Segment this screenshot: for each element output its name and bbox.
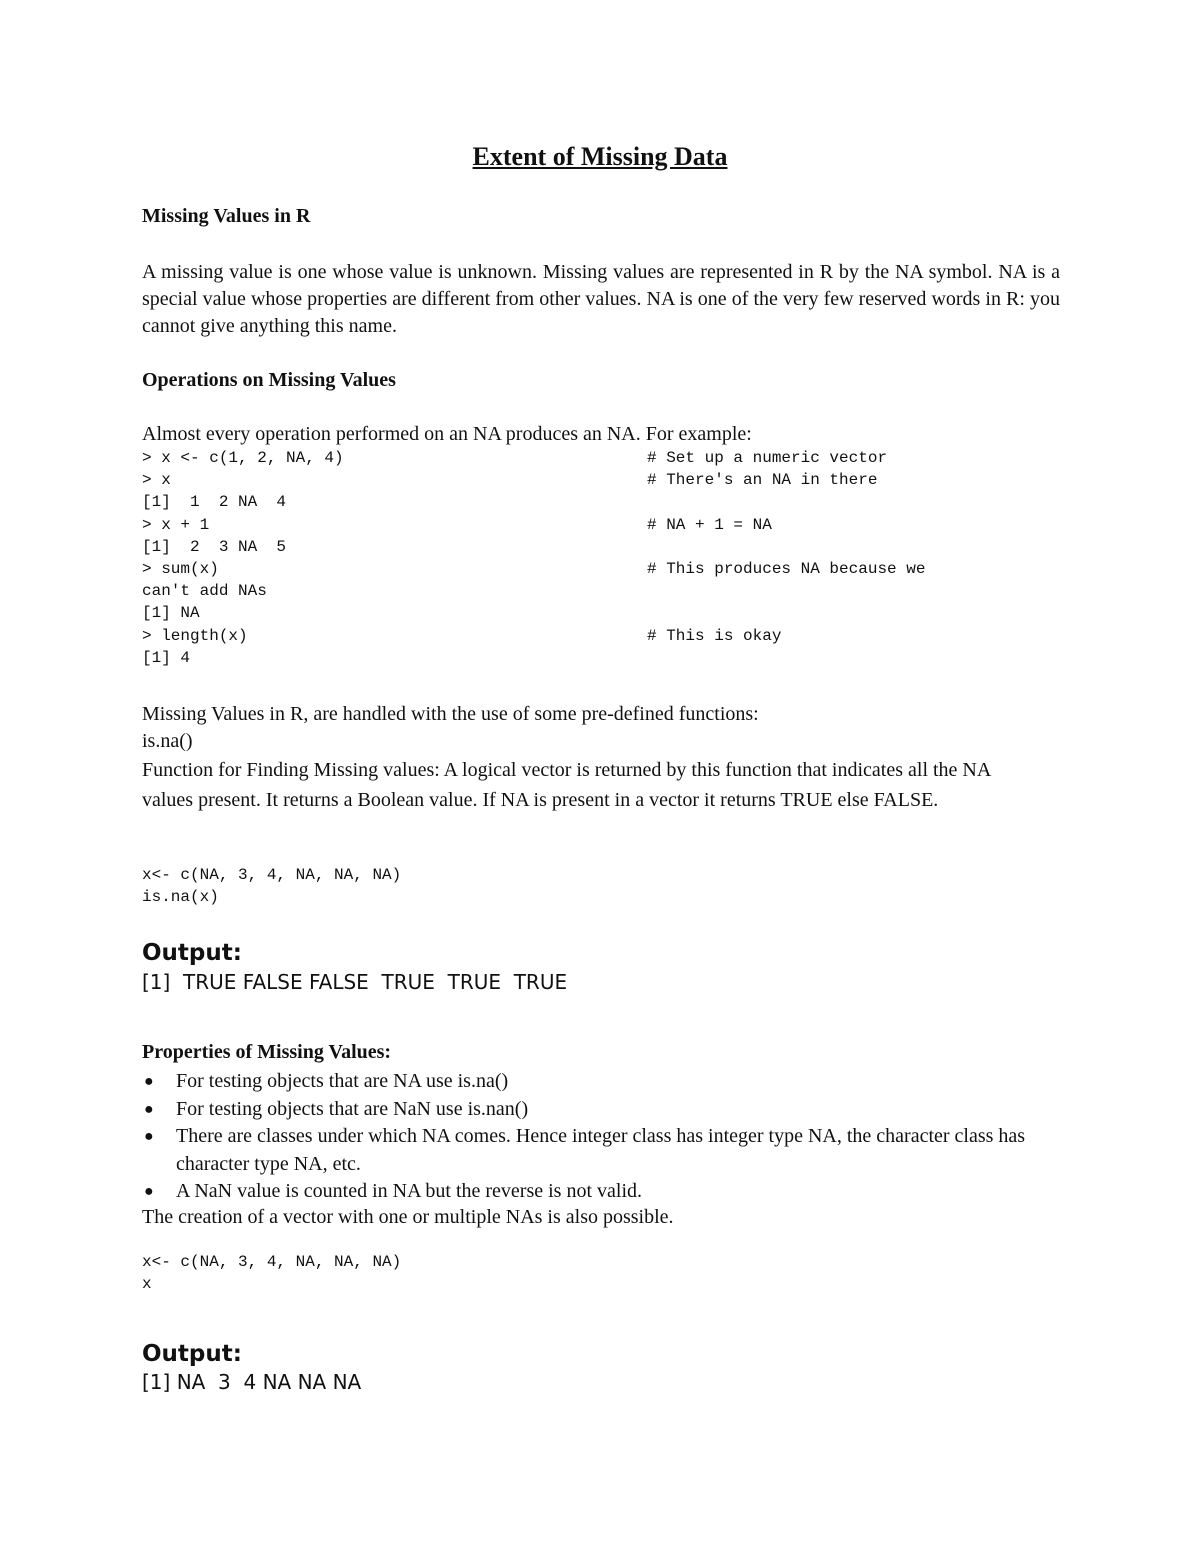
- code-line: [142, 602, 1062, 624]
- list-item-text: For testing objects that are NaN use is.nan(): [176, 1097, 529, 1120]
- code-example-operations: [142, 447, 1062, 669]
- code-text: [1] 2 3 NA 5: [142, 537, 287, 556]
- code-text: > length(x): [142, 626, 248, 645]
- output-value: [1] NA 3 4 NA NA NA: [142, 1370, 362, 1394]
- list-item: [142, 1068, 1062, 1096]
- operations-intro: Almost every operation performed on an NA produces an NA. For example:: [142, 423, 752, 445]
- code-comment: # NA + 1 = NA: [647, 515, 772, 534]
- code-text: [1] NA: [142, 604, 200, 623]
- section-heading-properties: Properties of Missing Values:: [142, 1041, 392, 1063]
- code-line: [142, 536, 1062, 558]
- section-heading-operations: Operations on Missing Values: [142, 369, 396, 391]
- bullet-icon: ●: [144, 1183, 154, 1200]
- code-text: [1] 4: [142, 648, 191, 667]
- bullet-icon: ●: [144, 1100, 154, 1118]
- code-text: > x: [142, 471, 171, 490]
- code-text: > sum(x): [142, 559, 219, 578]
- code-text: can't add NAs: [142, 582, 267, 601]
- code-example-is-na: [142, 864, 1062, 908]
- bullet-icon: ●: [144, 1073, 154, 1090]
- code-line: x: [142, 1275, 152, 1294]
- list-item-text: For testing objects that are NA use is.na(): [176, 1070, 509, 1092]
- intro-paragraph: A missing value is one whose value is unknown. Missing values are represented in R by the NA symbol. NA is a special value whose properties are different from other values. NA is one of the very few reserved words in R: you cannot give anything this name.: [142, 261, 1060, 337]
- code-example-vector: [142, 1251, 1062, 1295]
- list-item: [142, 1178, 1062, 1206]
- functions-intro: Missing Values in R, are handled with the use of some pre-defined functions:: [142, 703, 759, 725]
- code-line: [142, 447, 1062, 469]
- code-text: [1] 1 2 NA 4: [142, 493, 287, 512]
- code-text: > x <- c(1, 2, NA, 4): [142, 449, 344, 467]
- list-item-text: A NaN value is counted in NA but the reverse is not valid.: [176, 1180, 643, 1202]
- code-comment: # There's an NA in there: [647, 471, 878, 490]
- code-text: > x + 1: [142, 515, 210, 534]
- code-line: [142, 491, 1062, 513]
- code-line: [142, 558, 1062, 580]
- code-line: [142, 514, 1062, 536]
- code-line: [142, 647, 1062, 669]
- code-line: x<- c(NA, 3, 4, NA, NA, NA): [142, 866, 402, 884]
- code-line: [142, 469, 1062, 491]
- code-comment: # This produces NA because we: [647, 559, 926, 578]
- code-comment: # Set up a numeric vector: [647, 449, 888, 467]
- code-line: [142, 580, 1062, 602]
- closing-sentence: The creation of a vector with one or multiple NAs is also possible.: [142, 1206, 674, 1228]
- list-item: [142, 1096, 1062, 1124]
- output-value: [1] TRUE FALSE FALSE TRUE TRUE TRUE: [142, 970, 568, 994]
- code-line: [142, 625, 1062, 647]
- section-heading-missing-values: Missing Values in R: [142, 205, 311, 227]
- function-name-is-na: is.na(): [142, 730, 193, 752]
- code-line: is.na(x): [142, 888, 219, 907]
- is-na-description: Function for Finding Missing values: A logical vector is returned by this function that indicates all the NA values present. It returns a Boolean value. If NA is present in a vector it returns TRUE else FALSE.: [142, 759, 991, 811]
- properties-list: [142, 1068, 1062, 1206]
- bullet-icon: ●: [144, 1128, 154, 1145]
- list-item-text: There are classes under which NA comes. Hence integer class has integer type NA, the character class has character type NA, etc.: [176, 1125, 1026, 1175]
- code-line: x<- c(NA, 3, 4, NA, NA, NA): [142, 1253, 402, 1271]
- output-label: Output:: [142, 1341, 242, 1367]
- list-item: [142, 1123, 1062, 1178]
- document-title: Extent of Missing Data: [472, 142, 728, 171]
- code-comment: # This is okay: [647, 626, 782, 645]
- output-label: Output:: [142, 940, 242, 966]
